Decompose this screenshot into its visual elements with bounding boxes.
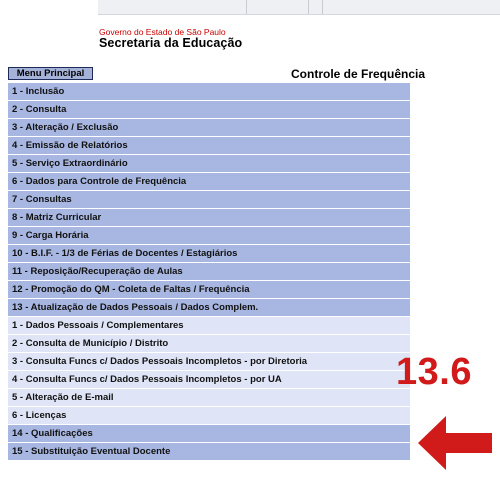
- department-title: Secretaria da Educação: [99, 36, 243, 50]
- annotation-step-number: 13.6: [396, 351, 472, 393]
- menu-item[interactable]: 11 - Reposição/Recuperação de Aulas: [8, 263, 410, 281]
- menu-principal-button[interactable]: Menu Principal: [8, 67, 93, 80]
- submenu-item[interactable]: 6 - Licenças: [8, 407, 410, 425]
- menu-item[interactable]: 4 - Emissão de Relatórios: [8, 137, 410, 155]
- menu-item[interactable]: 1 - Inclusão: [8, 83, 410, 101]
- browser-top-bar: [98, 0, 500, 15]
- menu-item[interactable]: 3 - Alteração / Exclusão: [8, 119, 410, 137]
- menu-item[interactable]: 9 - Carga Horária: [8, 227, 410, 245]
- top-tab-3[interactable]: [308, 0, 323, 14]
- top-tab-2[interactable]: [246, 0, 309, 14]
- top-tab-1[interactable]: [186, 0, 247, 14]
- submenu-item[interactable]: 1 - Dados Pessoais / Complementares: [8, 317, 410, 335]
- menu-item[interactable]: 6 - Dados para Controle de Frequência: [8, 173, 410, 191]
- main-menu: [8, 83, 410, 461]
- menu-item[interactable]: 13 - Atualização de Dados Pessoais / Dados Complem.: [8, 299, 410, 317]
- submenu-item[interactable]: 3 - Consulta Funcs c/ Dados Pessoais Incompletos - por Diretoria: [8, 353, 410, 371]
- menu-item[interactable]: 10 - B.I.F. - 1/3 de Férias de Docentes / Estagiários: [8, 245, 410, 263]
- submenu-item[interactable]: 4 - Consulta Funcs c/ Dados Pessoais Incompletos - por UA: [8, 371, 410, 389]
- menu-item[interactable]: 5 - Serviço Extraordinário: [8, 155, 410, 173]
- menu-item[interactable]: 15 - Substituição Eventual Docente: [8, 443, 410, 461]
- menu-item[interactable]: 12 - Promoção do QM - Coleta de Faltas / Frequência: [8, 281, 410, 299]
- menu-item[interactable]: 7 - Consultas: [8, 191, 410, 209]
- submenu-item[interactable]: 5 - Alteração de E-mail: [8, 389, 410, 407]
- page-title: Controle de Frequência: [291, 67, 426, 81]
- government-subtitle: Governo do Estado de São Paulo: [99, 27, 226, 37]
- submenu-item[interactable]: 2 - Consulta de Município / Distrito: [8, 335, 410, 353]
- menu-item[interactable]: 14 - Qualificações: [8, 425, 410, 443]
- arrow-left-icon: [418, 416, 492, 470]
- menu-item[interactable]: 8 - Matriz Curricular: [8, 209, 410, 227]
- menu-item[interactable]: 2 - Consulta: [8, 101, 410, 119]
